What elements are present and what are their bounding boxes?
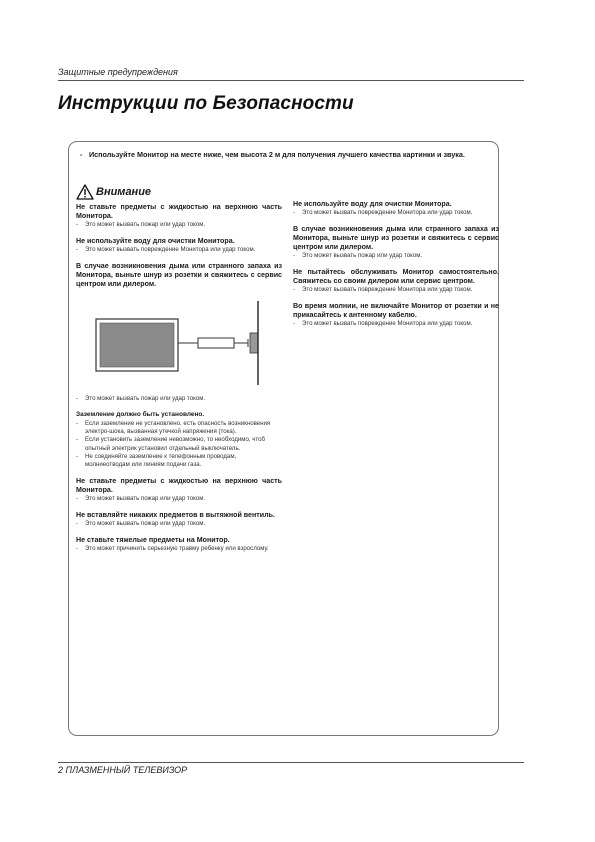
warning-title: Внимание [96,186,152,198]
item-note [76,395,282,403]
left-items-bottom [76,411,282,553]
safety-item-title: Не ставьте тяжелые предметы на Монитор. [76,536,230,545]
left-items-top [76,203,282,289]
note-text: Это может вызвать пожар или удар током. [85,220,206,228]
right-items [293,200,499,328]
warning-triangle-icon [76,184,94,200]
note-bullet: - [76,452,79,460]
intro-bullet: - [80,150,83,159]
item-note [76,545,282,553]
item-note [76,420,282,436]
item-note [76,453,282,469]
item-note [76,436,282,452]
footer-divider [58,762,524,763]
item-note [76,246,282,254]
monitor-unplug-diagram [76,301,282,387]
note-bullet: - [76,494,79,502]
note-bullet: - [76,394,79,402]
safety-item [76,477,282,503]
safety-item-title: Не используйте воду для очистки Монитора. [293,200,452,208]
note-text: Не соединяйте заземление к телефонным проводам, молниеотводам или линиям подачи газа. [85,452,237,468]
item-note [293,209,499,217]
note-text: Это может вызвать пожар или удар током. [302,251,423,259]
safety-item-title: В случае возникновения дыма или странного запаха из Монитора, выньте шнур из розетки и свяжитесь с сервис центром или дилером. [76,262,282,288]
safety-item-title: В случае возникновения дыма или странного запаха из Монитора, выньте шнур из розетки и свяжитесь с сервис центром или дилером. [293,225,499,251]
item-note [293,286,499,294]
item-note [76,495,282,503]
note-text: Если заземление не установлено, есть опасность возникновения электро-шока, вызванная утечкой напряжения (тока). [85,419,271,436]
note-bullet: - [76,436,79,444]
note-text: Это может вызвать пожар или удар током. [85,394,206,402]
left-column [76,183,282,561]
safety-item [293,225,499,260]
safety-item [293,302,499,328]
note-text: Это может вызвать повреждение Монитора или удар током. [302,319,473,327]
right-column [293,200,499,336]
note-bullet: - [76,220,79,228]
note-text: Это может вызвать повреждение Монитора или удар током. [85,245,256,253]
intro-note [80,150,480,160]
note-text: Это может причинить серьезную травму ребенку или взрослому. [85,545,269,553]
intro-text: Используйте Монитор на месте ниже, чем высота 2 м для получения лучшего качества картинки и звука. [89,150,465,159]
figure-note [76,395,282,403]
warning-heading [76,183,282,201]
note-text: Это может вызвать повреждение Монитора или удар током. [302,285,473,293]
safety-item [76,536,282,553]
safety-item-title: Не ставьте предметы с жидкостью на верхнюю часть Монитора. [76,203,282,220]
header-divider [58,80,524,81]
safety-item [76,511,282,528]
note-text: Это может вызвать пожар или удар током. [85,520,206,528]
note-text: Если установить заземление невозможно, то необходимо, чтоб опытный электрик установил отдельный выключатель. [85,436,266,452]
section-label: Защитные предупреждения [58,67,178,77]
item-note [76,520,282,528]
safety-item-title: Не вставляйте никаких предметов в вытяжной вентиль. [76,511,275,520]
item-note [293,320,499,328]
safety-item-title: Не пытайтесь обслуживать Монитор самостоятельно. Свяжитесь со своим дилером или сервис центром. [293,268,499,285]
safety-item-title: Заземление должно быть установлено. [76,411,205,419]
note-bullet: - [293,251,296,259]
note-text: Это может вызвать пожар или удар током. [85,494,206,502]
safety-item-title: Не используйте воду для очистки Монитора. [76,237,235,246]
safety-item [76,411,282,469]
unplug-illustration [76,301,282,387]
safety-item-title: Не ставьте предметы с жидкостью на верхнюю часть Монитора. [76,477,282,495]
note-bullet: - [76,245,79,253]
safety-item-title: Во время молнии, не включайте Монитор от розетки и не прикасайтесь к антенному кабелю. [293,302,499,319]
note-bullet: - [293,319,296,327]
safety-item [293,268,499,294]
safety-item [293,200,499,217]
item-note [76,221,282,229]
note-text: Это может вызвать повреждение Монитора или удар током. [302,208,473,216]
note-bullet: - [76,520,79,528]
safety-item [76,203,282,229]
note-bullet: - [76,545,79,553]
safety-item [76,262,282,289]
page-title: Инструкции по Безопасности [58,93,354,114]
safety-item [76,237,282,254]
note-bullet: - [293,208,296,216]
item-note [293,252,499,260]
note-bullet: - [293,285,296,293]
page-footer-label: 2 ПЛАЗМЕННЫЙ ТЕЛЕВИЗОР [58,765,188,775]
note-bullet: - [76,419,79,427]
